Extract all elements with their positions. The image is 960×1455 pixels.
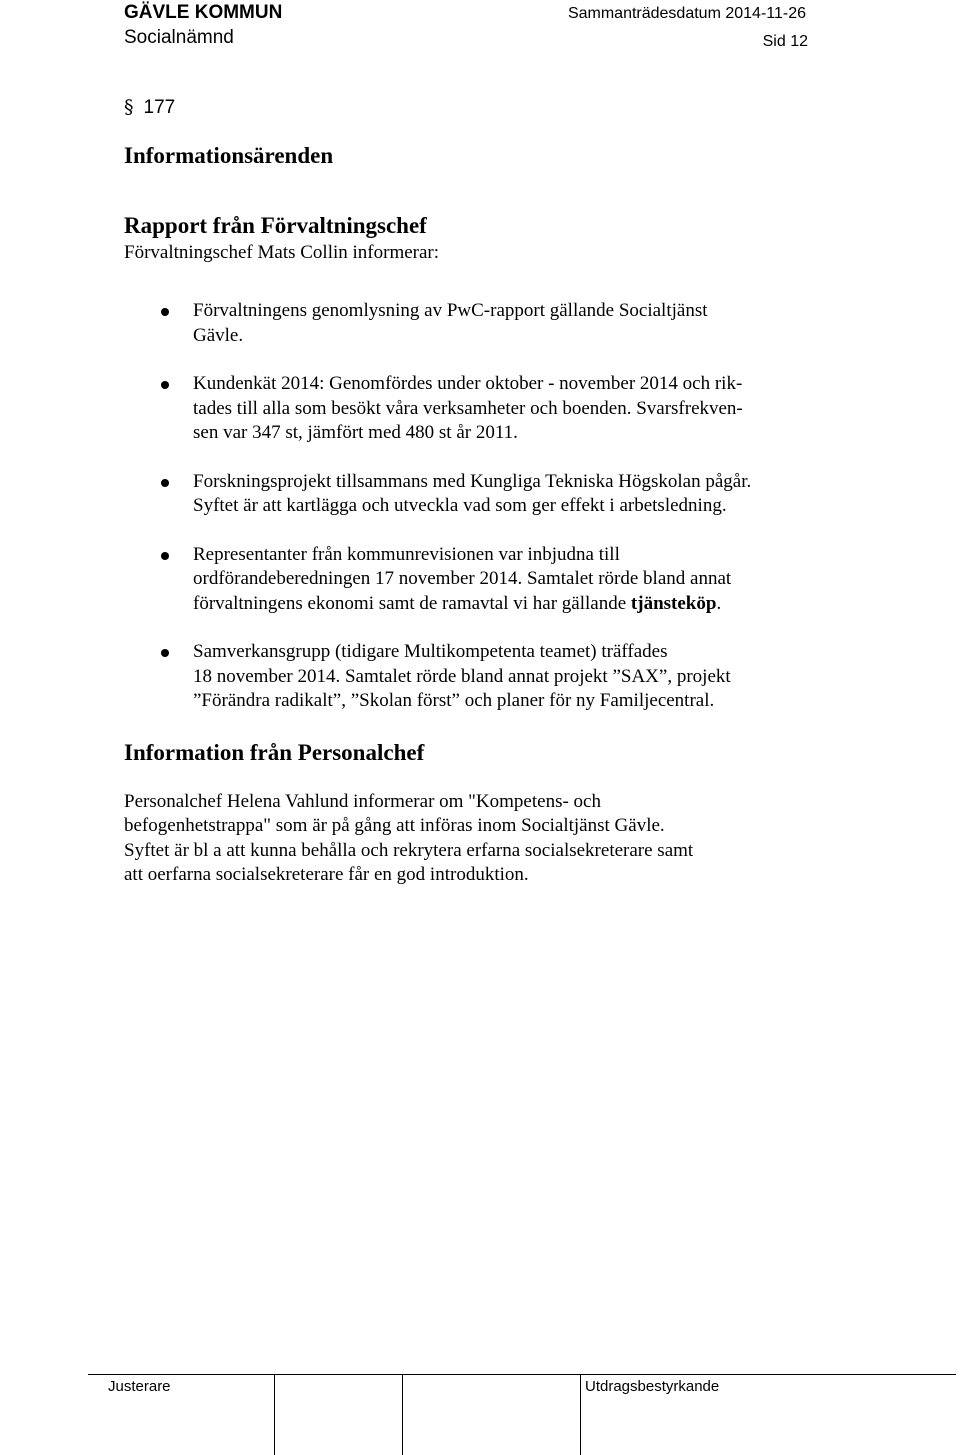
list-item-line: Kundenkät 2014: Genomfördes under oktober - november 2014 och rik- — [193, 373, 743, 394]
list-item-punctuation: . — [716, 592, 722, 614]
list-item-line: Gävle. — [193, 324, 244, 346]
page-title: Informationsärenden — [124, 143, 334, 168]
list-item-line: ordförandeberedningen 17 november 2014. Samtalet rörde bland annat — [193, 568, 732, 589]
certification-label: Utdragsbestyrkande — [585, 1378, 720, 1395]
bullet-icon — [161, 308, 169, 316]
footer-divider — [580, 1375, 581, 1455]
list-item-line: Förvaltningens genomlysning av PwC-rapport gällande Socialtjänst — [193, 300, 708, 321]
bullet-icon — [161, 479, 169, 487]
emphasized-word: tjänsteköp — [630, 592, 717, 614]
list-item-line: 18 november 2014. Samtalet rörde bland annat projekt ”SAX”, projekt — [193, 665, 731, 687]
bullet-icon — [161, 381, 169, 389]
signature-footer — [88, 1374, 956, 1455]
list-item-line: Syftet är att kartlägga och utveckla vad som ger effekt i arbetsledning. — [193, 495, 727, 516]
list-item-line — [193, 592, 824, 617]
report-intro: Förvaltningschef Mats Collin informerar: — [124, 242, 440, 263]
footer-divider — [274, 1375, 275, 1455]
section-number-value: 177 — [143, 97, 176, 118]
adjuster-label: Justerare — [108, 1378, 171, 1395]
section-number — [124, 96, 175, 119]
organization-name: GÄVLE KOMMUN — [124, 2, 283, 23]
bullet-icon — [161, 552, 169, 560]
personnel-paragraph — [124, 790, 824, 888]
report-heading: Rapport från Förvaltningschef — [124, 213, 427, 238]
paragraph-line: att oerfarna socialsekreterare får en god introduktion. — [124, 864, 529, 885]
paragraph-line: befogenhetstrappa" som är på gång att införas inom Socialtjänst Gävle. — [124, 815, 665, 836]
paragraph-line: Syftet är bl a att kunna behålla och rekrytera erfarna socialsekreterare samt — [124, 839, 694, 861]
section-symbol: § — [124, 96, 134, 118]
list-item — [124, 470, 824, 519]
list-item-line: Forskningsprojekt tillsammans med Kungliga Tekniska Högskolan pågår. — [193, 470, 752, 492]
meeting-date: Sammanträdesdatum 2014-11-26 — [567, 5, 806, 22]
list-item-line: ”Förändra radikalt”, ”Skolan först” och planer för ny Familjecentral. — [193, 690, 715, 711]
list-item — [124, 299, 824, 348]
list-item — [124, 543, 824, 617]
page-number: Sid 12 — [762, 33, 808, 50]
bullet-icon — [161, 649, 169, 657]
list-item — [124, 640, 824, 714]
document-body — [124, 141, 824, 888]
list-item — [124, 372, 824, 446]
report-bullet-list — [124, 299, 824, 714]
list-item-text: förvaltningens ekonomi samt de ramavtal vi har gällande — [193, 592, 631, 614]
list-item-line: sen var 347 st, jämfört med 480 st år 2011. — [193, 422, 518, 443]
list-item-line: tades till alla som besökt våra verksamheter och boenden. Svarsfrekven- — [193, 397, 743, 419]
paragraph-line: Personalchef Helena Vahlund informerar om "Kompetens- och — [124, 790, 601, 812]
list-item-line: Samverkansgrupp (tidigare Multikompetenta teamet) träffades — [193, 641, 668, 662]
personnel-heading: Information från Personalchef — [124, 739, 425, 765]
department-name: Socialnämnd — [124, 27, 234, 48]
list-item-line: Representanter från kommunrevisionen var inbjudna till — [193, 543, 620, 565]
footer-divider — [402, 1375, 403, 1455]
